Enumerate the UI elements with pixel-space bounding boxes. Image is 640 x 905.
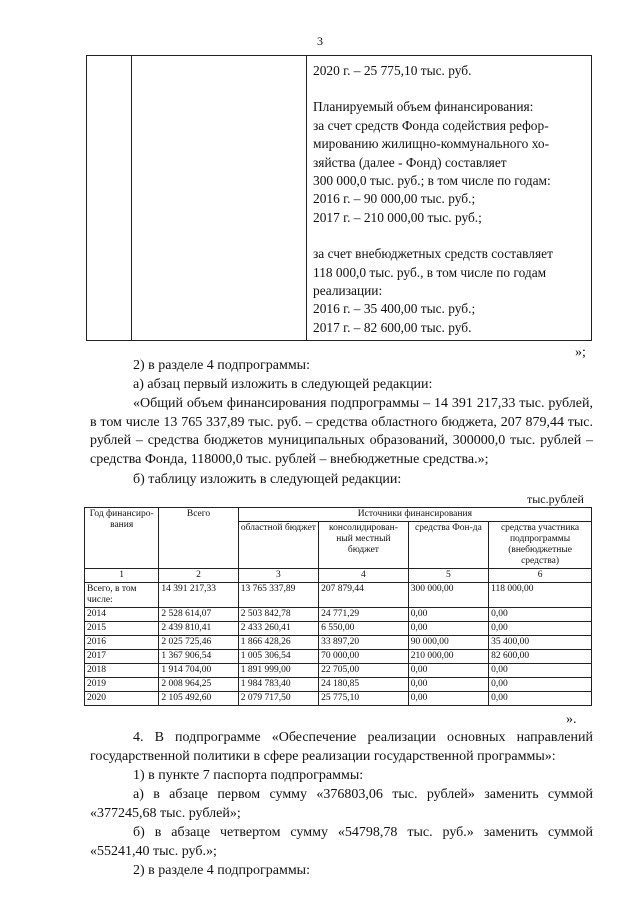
table-row xyxy=(85,650,592,664)
table-cell: 0,00 xyxy=(489,664,592,678)
table-cell: 13 765 337,89 xyxy=(238,583,318,608)
table-cell: 2 025 725,46 xyxy=(159,636,238,650)
text-line: 2016 г. – 35 400,00 тыс. руб.; xyxy=(313,301,476,317)
table-cell: 0,00 xyxy=(489,608,592,622)
table-cell: 2 079 717,50 xyxy=(238,692,318,706)
text-line: за счет внебюджетных средств составляет xyxy=(313,246,553,262)
text-line: за счет средств Фонда содействия рефор- xyxy=(313,117,549,133)
financing-cell xyxy=(313,62,589,337)
table-units: тыс.рублей xyxy=(527,492,584,506)
table-row xyxy=(85,692,592,706)
table-cell: 24 771,29 xyxy=(319,608,409,622)
column-number: 3 xyxy=(238,569,318,583)
table-cell: 2015 xyxy=(85,622,159,636)
table-divider xyxy=(306,56,307,340)
column-numbers-row xyxy=(85,569,592,583)
table-cell: 1 914 704,00 xyxy=(159,664,238,678)
item-2: 2) в разделе 4 подпрограммы: xyxy=(133,358,310,373)
column-number: 4 xyxy=(319,569,409,583)
table-cell: 2017 xyxy=(85,650,159,664)
item-4-a: а) в абзаце первом сумму «376803,06 тыс. рублей» заменить суммой «377245,68 тыс. рублей»; xyxy=(90,787,593,821)
column-number: 5 xyxy=(408,569,488,583)
table-cell: 1 367 906,54 xyxy=(159,650,238,664)
table-cell: 0,00 xyxy=(489,678,592,692)
table-cell: 1 005 306,54 xyxy=(238,650,318,664)
item-4-1: 1) в пункте 7 паспорта подпрограммы: xyxy=(133,768,364,783)
passport-table-continuation xyxy=(86,55,592,341)
item-b: б) таблицу изложить в следующей редакции: xyxy=(133,472,402,487)
table-cell: 90 000,00 xyxy=(408,636,488,650)
table-cell: 0,00 xyxy=(408,664,488,678)
table-cell: 25 775,10 xyxy=(319,692,409,706)
table-cell: 14 391 217,33 xyxy=(159,583,238,608)
table-cell: 2 503 842,78 xyxy=(238,608,318,622)
text-line: Планируемый объем финансирования: xyxy=(313,99,534,115)
closing-quote: »; xyxy=(575,345,586,360)
table-cell: 207 879,44 xyxy=(319,583,409,608)
table-cell: 118 000,00 xyxy=(489,583,592,608)
item-4-2: 2) в разделе 4 подпрограммы: xyxy=(133,863,310,878)
table-cell: 35 400,00 xyxy=(489,636,592,650)
text-line: мированию жилищно-коммунального хо- xyxy=(313,136,550,152)
column-number: 1 xyxy=(85,569,159,583)
header-sources: Источники финансирования xyxy=(238,508,591,522)
table-cell: 2018 xyxy=(85,664,159,678)
table-divider xyxy=(131,56,132,340)
text-line: 118 000,0 тыс. руб., в том числе по годам xyxy=(313,264,547,280)
text-line: 2017 г. – 210 000,00 тыс. руб.; xyxy=(313,209,482,225)
table-cell: 210 000,00 xyxy=(408,650,488,664)
text-line: 2017 г. – 82 600,00 тыс. руб. xyxy=(313,319,472,335)
table-row xyxy=(85,622,592,636)
header-participant: средства участника подпрограммы (внебюджетные средства) xyxy=(489,522,592,569)
table-cell: 2016 xyxy=(85,636,159,650)
text-line: зяйства (далее - Фонд) составляет xyxy=(313,154,507,170)
text-line: реализации: xyxy=(313,283,383,299)
table-cell: 0,00 xyxy=(408,692,488,706)
table-cell: 2 439 810,41 xyxy=(159,622,238,636)
item-4: 4. В подпрограмме «Обеспечение реализации основных направлений государственной политики в сфере реализации государственной программы»: xyxy=(90,730,593,764)
table-cell: 82 600,00 xyxy=(489,650,592,664)
table-row xyxy=(85,608,592,622)
item-a: а) абзац первый изложить в следующей редакции: xyxy=(133,377,433,392)
table-cell: 2 528 614,07 xyxy=(159,608,238,622)
table-cell: 22 705,00 xyxy=(319,664,409,678)
table-cell: Всего, в том числе: xyxy=(85,583,159,608)
table-cell: 2 433 260,41 xyxy=(238,622,318,636)
table-cell: 1 891 999,00 xyxy=(238,664,318,678)
header-local: консолидирован-ный местный бюджет xyxy=(319,522,409,569)
page-number: 3 xyxy=(317,34,323,48)
table-cell: 0,00 xyxy=(489,692,592,706)
item-4-b: б) в абзаце четвертом сумму «54798,78 тыс. руб.» заменить суммой «55241,40 тыс. руб.»; xyxy=(90,825,593,859)
table-row xyxy=(85,664,592,678)
column-number: 6 xyxy=(489,569,592,583)
table-cell: 2014 xyxy=(85,608,159,622)
table-cell: 2020 xyxy=(85,692,159,706)
table-cell: 70 000,00 xyxy=(319,650,409,664)
header-fund: средства Фон-да xyxy=(408,522,488,569)
text-line: 2020 г. – 25 775,10 тыс. руб. xyxy=(313,63,472,78)
table-cell: 0,00 xyxy=(408,608,488,622)
table-cell: 2019 xyxy=(85,678,159,692)
table-cell: 0,00 xyxy=(489,622,592,636)
table-cell: 0,00 xyxy=(408,678,488,692)
table-cell: 0,00 xyxy=(408,622,488,636)
table-cell: 24 180,85 xyxy=(319,678,409,692)
closing-quote: ». xyxy=(566,712,577,727)
financing-table xyxy=(84,507,592,706)
header-regional: областной бюджет xyxy=(238,522,318,569)
table-cell: 1 866 428,26 xyxy=(238,636,318,650)
table-row xyxy=(85,583,592,608)
header-total: Всего xyxy=(159,508,238,569)
quote-paragraph: «Общий объем финансирования подпрограммы – 14 391 217,33 тыс. рублей, в том числе 13 765 337,89 тыс. руб. – средства областного бюджета, 207 879,44 тыс. рублей – средства бюджетов муниципальных образований, 300000,0 тыс. рублей – средства Фонда, 118000,0 тыс. рублей – внебюджетные средства.»; xyxy=(90,396,593,467)
table-cell: 300 000,00 xyxy=(408,583,488,608)
table-row xyxy=(85,636,592,650)
text-line: 300 000,0 тыс. руб.; в том числе по годам: xyxy=(313,173,551,189)
table-cell: 33 897,20 xyxy=(319,636,409,650)
table-cell: 2 008 964,25 xyxy=(159,678,238,692)
text-line: 2016 г. – 90 000,00 тыс. руб.; xyxy=(313,191,476,207)
table-cell: 6 550,00 xyxy=(319,622,409,636)
column-number: 2 xyxy=(159,569,238,583)
table-cell: 2 105 492,60 xyxy=(159,692,238,706)
header-year: Год финансиро-вания xyxy=(85,508,159,569)
table-cell: 1 984 783,40 xyxy=(238,678,318,692)
table-row xyxy=(85,678,592,692)
